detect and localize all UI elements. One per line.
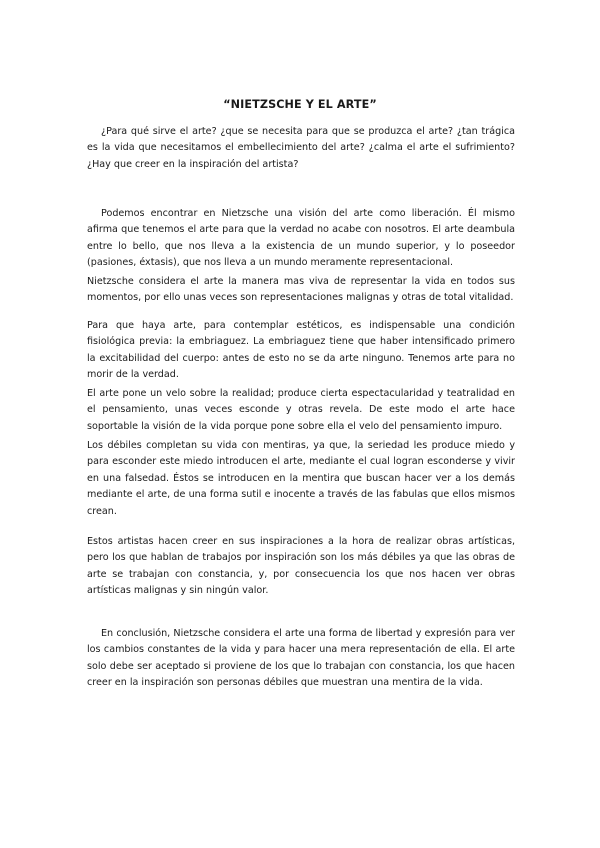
document-title: “NIETZSCHE Y EL ARTE” (223, 98, 377, 111)
intro-questions: ¿Para qué sirve el arte? ¿que se necesita para que se produzca el arte? ¿tan trágica es la vida que necesitamos el embellecimiento del arte? ¿calma el arte el sufrimiento? ¿Hay que creer en la inspiración del artista? (87, 126, 515, 170)
paragraph-debiles: Los débiles completan su vida con mentiras, ya que, la seriedad les produce miedo y para esconder este miedo introducen el arte, mediante el cual logran esconderse y vivir en una falsedad. Éstos se introducen en la mentira que buscan hacer ver a los demás mediante el arte, de una forma sutil e inocente a través de las fabulas que ellos mismos crean. (87, 440, 515, 517)
paragraph-embriaguez: Para que haya arte, para contemplar estéticos, es indispensable una condición fisiológica previa: la embriaguez. La embriaguez tiene que haber intensificado primero la excitabilidad del cuerpo: antes de esto no se da arte ninguno. Tenemos arte para no morir de la verdad. (87, 320, 515, 381)
paragraph-liberation: Podemos encontrar en Nietzsche una visión del arte como liberación. Él mismo afirma que tenemos el arte para que la verdad no acabe con nosotros. El arte deambula entre lo bello, que nos lleva a la existencia de un mundo superior, y lo poseedor (pasiones, éxtasis), que nos lleva a un mundo meramente representacional. (87, 208, 515, 269)
paragraph-conclusion: En conclusión, Nietzsche considera el arte una forma de libertad y expresión para ver los cambios constantes de la vida y para hacer una mera representación de ella. El arte solo debe ser aceptado si proviene de los que lo trabajan con constancia, los que hacen creer en la inspiración son personas débiles que muestran una mentira de la vida. (87, 628, 515, 689)
paragraph-representation: Nietzsche considera el arte la manera mas viva de representar la vida en todos sus momentos, por ello unas veces son representaciones malignas y otras de total vitalidad. (87, 276, 515, 304)
paragraph-artistas: Estos artistas hacen creer en sus inspiraciones a la hora de realizar obras artísticas, pero los que hablan de trabajos por inspiración son los más débiles ya que las obras de arte se trabajan con constancia, y, por consecuencia los que nos hacen ver obras artísticas malignas y sin ningún valor. (87, 536, 515, 597)
paragraph-velo: El arte pone un velo sobre la realidad; produce cierta espectacularidad y teatralidad en el pensamiento, unas veces esconde y otras revela. De este modo el arte hace soportable la visión de la vida porque pone sobre ella el velo del pensamiento impuro. (87, 388, 515, 432)
